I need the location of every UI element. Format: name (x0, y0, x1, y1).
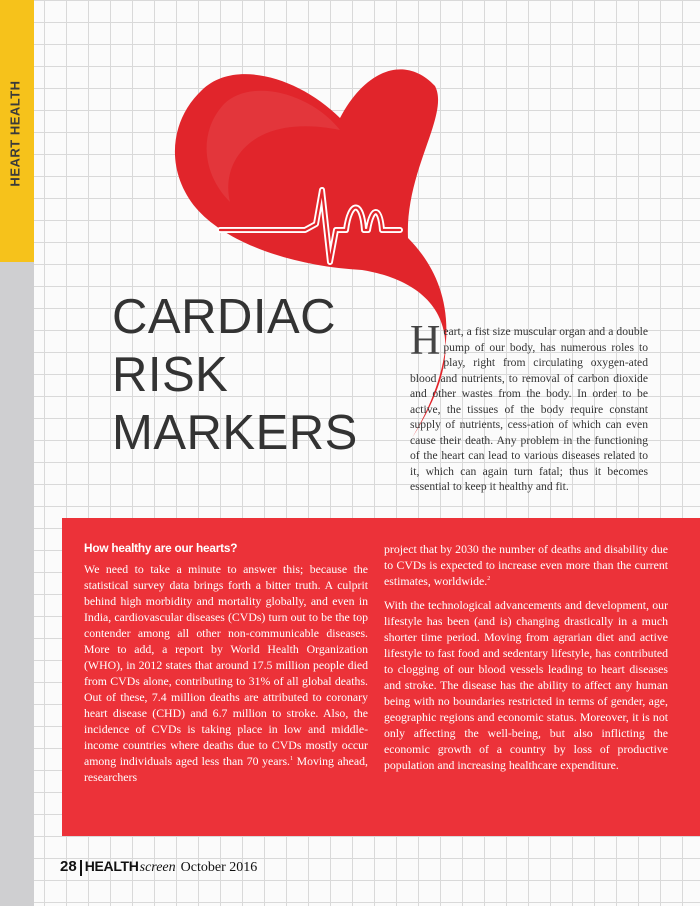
article-paragraph-3: With the technological advancements and development, our lifestyle has been (and is) changing drastically in a much shorter time period. Moving from agrarian diet and active lifestyle to fast food and sedentary lifestyle, has contributed to clogging of our blood vessels leading to heart diseases and stroke. The disease has the ability to affect any human being with no boundaries restricted in terms of gender, age, geographic regions and economic status. Moreover, it is not only affecting the well-being, but also inflicting the economic growth of a country by loss of productive population and increasing healthcare expenditure. (384, 598, 668, 772)
intro-text: eart, a fist size muscular organ and a double pump of our body, has numerous roles to play, right from circulating oxygen-ated blood and nutrients, to removal of carbon dioxide and other wastes from the body. In order to be active, the tissues of the body require constant supply of nutrients, cess-ation of which can even cause their death. Any problem in the functioning of the heart can lead to various diseases related to it, which can again turn fatal; thus it becomes essential to keep it healthy and fit. (410, 325, 648, 493)
article-column-right (384, 541, 668, 781)
reference-marker: 1 (290, 756, 293, 763)
section-label: HEART HEALTH (7, 79, 23, 187)
page-title (112, 288, 358, 462)
intro-paragraph (410, 318, 648, 495)
drop-cap: H (410, 318, 441, 364)
article-subhead: How healthy are our hearts? (84, 541, 238, 555)
section-tab-point (0, 234, 34, 262)
title-line-2: RISK (112, 348, 229, 402)
reference-marker: 2 (487, 576, 491, 583)
article-column-left (84, 541, 368, 793)
title-line-3: MARKERS (112, 406, 358, 460)
article-paragraph-1: We need to take a minute to answer this; because the statistical survey data brings forth a bitter truth. A culprit behind high morbidity and mortality globally, and even in India, cardiovascular diseases (CVDs) turn out to be the top contender among all other non-communicable diseases. More to add, a report by World Health Organization (WHO), in 2012 states that around 17.5 million people died from CVDs alone, contributing to 31% of all global deaths. Out of these, 7.4 million deaths are attributed to coronary heart disease (CHD) and 6.7 million to stroke. Also, the incidence of CVDs is taking place in low and middle-income countries where deaths due to CVDs mostly occur among individuals aged less than 70 years.$^1$ Moving ahead, researchers (84, 562, 368, 784)
issue-date: October 2016 (180, 860, 258, 875)
magazine-name-health: HEALTH (84, 858, 139, 874)
magazine-name-screen: screen (139, 860, 176, 875)
footer-divider (80, 860, 82, 876)
page-number: 28 (60, 858, 77, 875)
title-line-1: CARDIAC (112, 290, 337, 344)
article-paragraph-2: project that by 2030 the number of deaths and disability due to CVDs is expected to increase even more than the current estimates, worldwide.$^2$ (384, 542, 668, 588)
page-footer (60, 858, 257, 878)
